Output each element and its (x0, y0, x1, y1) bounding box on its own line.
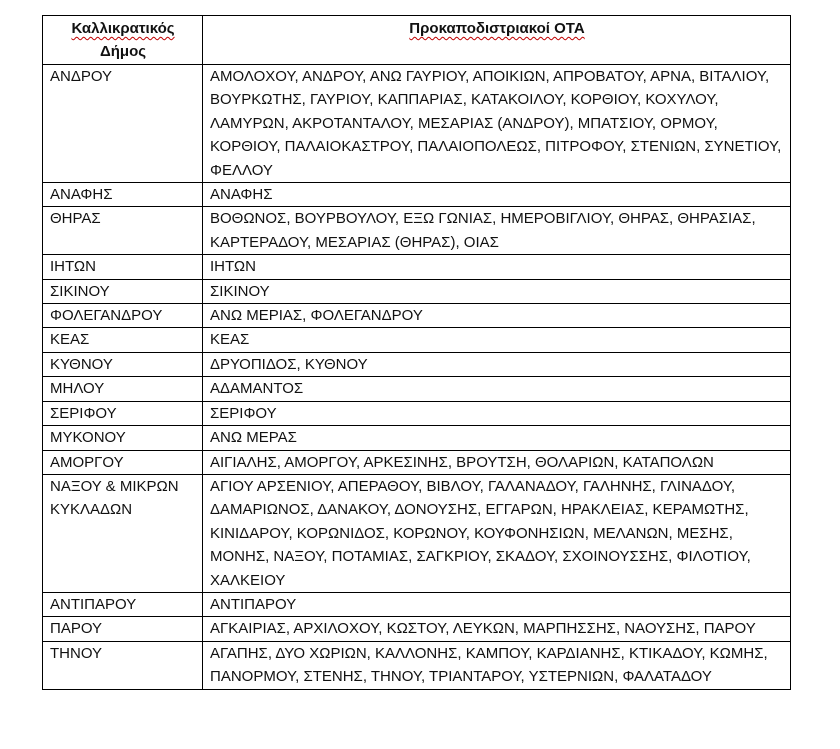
table-row (43, 65, 791, 183)
ota-cell: ΑΙΓΙΑΛΗΣ, ΑΜΟΡΓΟΥ, ΑΡΚΕΣΙΝΗΣ, ΒΡΟΥΤΣΗ, ΘΟΛΑΡΙΩΝ, ΚΑΤΑΠΟΛΩΝ (203, 450, 791, 474)
ota-cell: ΑΝΩ ΜΕΡΑΣ (203, 426, 791, 450)
table-row (43, 426, 791, 450)
ota-cell: ΔΡΥΟΠΙΔΟΣ, ΚΥΘΝΟΥ (203, 352, 791, 376)
header-col1-line1: Καλλικρατικός (71, 20, 175, 37)
ota-cell: ΑΝΤΙΠΑΡΟΥ (203, 592, 791, 616)
ota-cell: ΙΗΤΩΝ (203, 255, 791, 279)
dimos-cell: ΚΕΑΣ (43, 328, 203, 352)
header-prokapodistriakoi-ota (203, 16, 791, 65)
ota-cell: ΑΜΟΛΟΧΟΥ, ΑΝΔΡΟΥ, ΑΝΩ ΓΑΥΡΙΟΥ, ΑΠΟΙΚΙΩΝ, ΑΠΡΟΒΑΤΟΥ, ΑΡΝΑ, ΒΙΤΑΛΙΟΥ, ΒΟΥΡΚΩΤΗΣ, ΓΑΥΡΙΟΥ, ΚΑΠΠΑΡΙΑΣ, ΚΑΤΑΚΟΙΛΟΥ, ΚΟΡΘΙΟΥ, ΚΟΧΥΛΟΥ, ΛΑΜΥΡΩΝ, ΑΚΡΟΤΑΝΤΑΛΟΥ, ΜΕΣΑΡΙΑΣ (ΑΝΔΡΟΥ), ΜΠΑΤΣΙΟΥ, ΟΡΜΟΥ, ΚΟΡΘΙΟΥ, ΠΑΛΑΙΟΚΑΣΤΡΟΥ, ΠΑΛΑΙΟΠΟΛΕΩΣ, ΠΙΤΡΟΦΟΥ, ΣΤΕΝΙΩΝ, ΣΥΝΕΤΙΟΥ, ΦΕΛΛΟΥ (203, 65, 791, 183)
dimos-cell: ΜΥΚΟΝΟΥ (43, 426, 203, 450)
ota-cell: ΑΝΩ ΜΕΡΙΑΣ, ΦΟΛΕΓΑΝΔΡΟΥ (203, 304, 791, 328)
ota-cell: ΑΓΑΠΗΣ, ΔΥΟ ΧΩΡΙΩΝ, ΚΑΛΛΟΝΗΣ, ΚΑΜΠΟΥ, ΚΑΡΔΙΑΝΗΣ, ΚΤΙΚΑΔΟΥ, ΚΩΜΗΣ, ΠΑΝΟΡΜΟΥ, ΣΤΕΝΗΣ, ΤΗΝΟΥ, ΤΡΙΑΝΤΑΡΟΥ, ΥΣΤΕΡΝΙΩΝ, ΦΑΛΑΤΑΔΟΥ (203, 641, 791, 689)
dimos-cell: ΣΕΡΙΦΟΥ (43, 401, 203, 425)
table-row (43, 474, 791, 592)
table-row (43, 641, 791, 689)
header-kallikratikos-dimos (43, 16, 203, 65)
dimos-cell: ΦΟΛΕΓΑΝΔΡΟΥ (43, 304, 203, 328)
dimos-cell: ΤΗΝΟΥ (43, 641, 203, 689)
ota-cell: ΑΓΙΟΥ ΑΡΣΕΝΙΟΥ, ΑΠΕΡΑΘΟΥ, ΒΙΒΛΟΥ, ΓΑΛΑΝΑΔΟΥ, ΓΑΛΗΝΗΣ, ΓΛΙΝΑΔΟΥ, ΔΑΜΑΡΙΩΝΟΣ, ΔΑΝΑΚΟΥ, ΔΟΝΟΥΣΗΣ, ΕΓΓΑΡΩΝ, ΗΡΑΚΛΕΙΑΣ, ΚΕΡΑΜΩΤΗΣ, ΚΙΝΙΔΑΡΟΥ, ΚΟΡΩΝΙΔΟΣ, ΚΟΡΩΝΟΥ, ΚΟΥΦΟΝΗΣΙΩΝ, ΜΕΛΑΝΩΝ, ΜΕΣΗΣ, ΜΟΝΗΣ, ΝΑΞΟΥ, ΠΟΤΑΜΙΑΣ, ΣΑΓΚΡΙΟΥ, ΣΚΑΔΟΥ, ΣΧΟΙΝΟΥΣΣΗΣ, ΦΙΛΟΤΙΟΥ, ΧΑΛΚΕΙΟΥ (203, 474, 791, 592)
table-row (43, 450, 791, 474)
table-row (43, 617, 791, 641)
ota-cell: ΑΝΑΦΗΣ (203, 183, 791, 207)
table-row (43, 304, 791, 328)
table-row (43, 352, 791, 376)
dimos-cell: ΣΙΚΙΝΟΥ (43, 279, 203, 303)
table-row (43, 401, 791, 425)
dimos-cell: ΑΝΔΡΟΥ (43, 65, 203, 183)
ota-cell: ΣΙΚΙΝΟΥ (203, 279, 791, 303)
table-row (43, 377, 791, 401)
dimos-cell: ΚΥΘΝΟΥ (43, 352, 203, 376)
table-row (43, 279, 791, 303)
ota-cell: ΚΕΑΣ (203, 328, 791, 352)
header-row (43, 16, 791, 65)
municipalities-table (42, 15, 791, 690)
dimos-cell: ΑΜΟΡΓΟΥ (43, 450, 203, 474)
dimos-cell: ΠΑΡΟΥ (43, 617, 203, 641)
header-col1-line2: Δήμος (99, 43, 147, 60)
dimos-cell: ΘΗΡΑΣ (43, 207, 203, 255)
ota-cell: ΑΓΚΑΙΡΙΑΣ, ΑΡΧΙΛΟΧΟΥ, ΚΩΣΤΟΥ, ΛΕΥΚΩΝ, ΜΑΡΠΗΣΣΗΣ, ΝΑΟΥΣΗΣ, ΠΑΡΟΥ (203, 617, 791, 641)
ota-cell: ΒΟΘΩΝΟΣ, ΒΟΥΡΒΟΥΛΟΥ, ΕΞΩ ΓΩΝΙΑΣ, ΗΜΕΡΟΒΙΓΛΙΟΥ, ΘΗΡΑΣ, ΘΗΡΑΣΙΑΣ, ΚΑΡΤΕΡΑΔΟΥ, ΜΕΣΑΡΙΑΣ (ΘΗΡΑΣ), ΟΙΑΣ (203, 207, 791, 255)
table-row (43, 328, 791, 352)
table-row (43, 207, 791, 255)
table-row (43, 183, 791, 207)
ota-cell: ΑΔΑΜΑΝΤΟΣ (203, 377, 791, 401)
dimos-cell: ΙΗΤΩΝ (43, 255, 203, 279)
dimos-cell: ΑΝΑΦΗΣ (43, 183, 203, 207)
table-row (43, 592, 791, 616)
dimos-cell: ΜΗΛΟΥ (43, 377, 203, 401)
table-row (43, 255, 791, 279)
dimos-cell: ΝΑΞΟΥ & ΜΙΚΡΩΝ ΚΥΚΛΑΔΩΝ (43, 474, 203, 592)
ota-cell: ΣΕΡΙΦΟΥ (203, 401, 791, 425)
dimos-cell: ΑΝΤΙΠΑΡΟΥ (43, 592, 203, 616)
header-col2: Προκαποδιστριακοί ΟΤΑ (409, 20, 585, 37)
